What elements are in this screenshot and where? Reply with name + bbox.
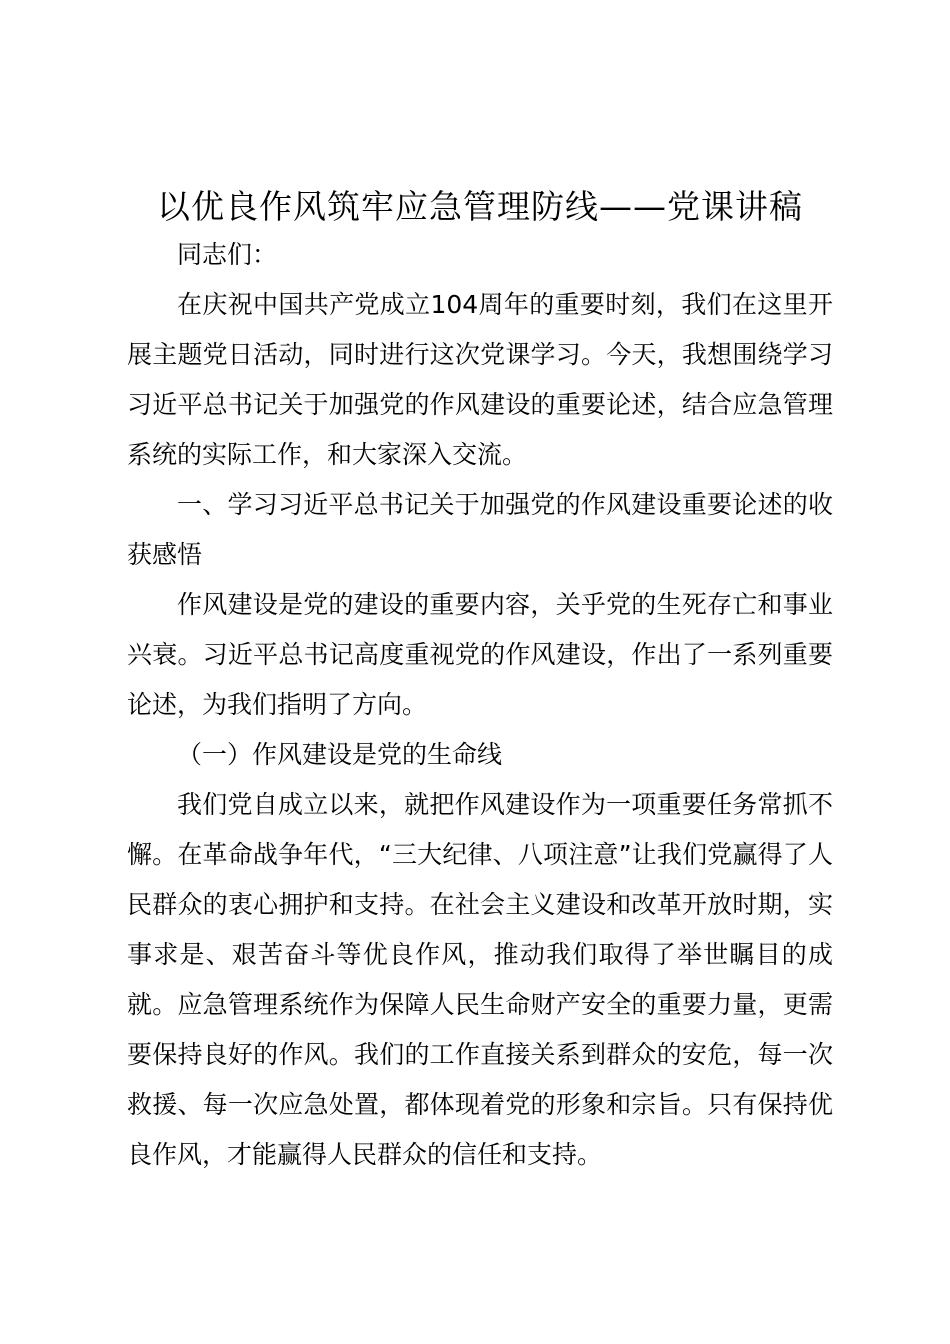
subsection-1-paragraph: 我们党自成立以来，就把作风建设作为一项重要任务常抓不懈。在革命战争年代，“三大纪律、八项注意”让我们党赢得了人民群众的衷心拥护和支持。在社会主义建设和改革开放时期，实事求是、艰苦奋斗等优良作风，推动我们取得了举世瞩目的成就。应急管理系统作为保障人民生命财产安全的重要力量，更需要保持良好的作风。我们的工作直接关系到群众的安危，每一次救援、每一次应急处置，都体现着党的形象和宗旨。只有保持优良作风，才能赢得人民群众的信任和支持。 xyxy=(127,790,833,1169)
document-body xyxy=(127,230,833,1180)
intro-paragraph: 在庆祝中国共产党成立104周年的重要时刻，我们在这里开展主题党日活动，同时进行这次党课学习。今天，我想围绕学习习近平总书记关于加强党的作风建设的重要论述，结合应急管理系统的实际工作，和大家深入交流。 xyxy=(127,290,833,469)
salutation-paragraph: 同志们： xyxy=(177,240,278,269)
section-1-paragraph: 作风建设是党的建设的重要内容，关乎党的生死存亡和事业兴衰。习近平总书记高度重视党的作风建设，作出了一系列重要论述，为我们指明了方向。 xyxy=(127,590,833,719)
document-title: 以优良作风筑牢应急管理防线——党课讲稿 xyxy=(157,187,803,226)
subsection-heading-1: （一）作风建设是党的生命线 xyxy=(177,740,503,769)
section-heading-1: 一、学习习近平总书记关于加强党的作风建设重要论述的收获感悟 xyxy=(127,490,833,569)
